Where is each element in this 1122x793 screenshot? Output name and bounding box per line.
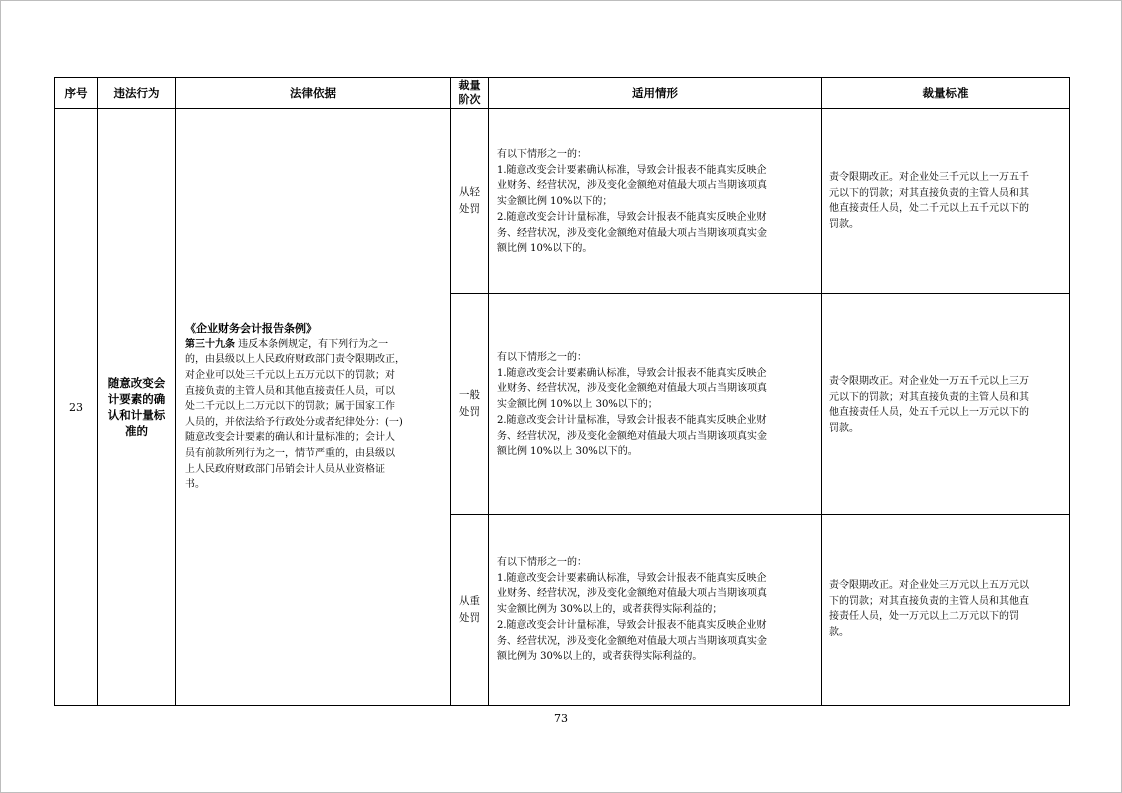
tier-condition-severe bbox=[489, 515, 822, 706]
act-line: 计要素的确 bbox=[107, 392, 166, 406]
standard-line: 元以下的罚款；对其直接负责的主管人员和其 bbox=[829, 187, 1029, 199]
tier-level-severe bbox=[451, 515, 489, 706]
standard-line: 款。 bbox=[829, 627, 849, 639]
tier-level-general bbox=[451, 294, 489, 515]
row-seq: 23 bbox=[55, 109, 98, 706]
standard-line: 罚款。 bbox=[829, 423, 859, 435]
act-line: 准的 bbox=[125, 424, 148, 438]
standard-line: 下的罚款；对其直接负责的主管人员和其他直 bbox=[829, 595, 1029, 607]
level-line: 处罚 bbox=[459, 203, 480, 215]
header-act: 违法行为 bbox=[98, 78, 176, 109]
condition-line: 有以下情形之一的： bbox=[497, 149, 587, 160]
standard-line: 责令限期改正。对企业处一万五千元以上三万 bbox=[829, 376, 1029, 387]
basis-line: 违反本条例规定，有下列行为之一 bbox=[235, 338, 389, 350]
act-line: 随意改变会 bbox=[107, 376, 166, 390]
tier-standard-general bbox=[822, 294, 1070, 515]
condition-line: 务、经营状况，涉及变化金额绝对值最大项占当期该项真实金 bbox=[497, 227, 767, 239]
condition-line: 务、经营状况，涉及变化金额绝对值最大项占当期该项真实金 bbox=[497, 635, 767, 647]
level-line: 从重 bbox=[459, 595, 480, 607]
condition-line: 额比例 10%以下的。 bbox=[497, 243, 593, 255]
condition-line: 有以下情形之一的： bbox=[497, 352, 587, 363]
basis-line: 对企业可以处三千元以上五万元以下的罚款；对 bbox=[185, 370, 395, 382]
header-basis: 法律依据 bbox=[176, 78, 451, 109]
condition-line: 2.随意改变会计计量标准，导致会计报表不能真实反映企业财 bbox=[497, 414, 767, 426]
act-line: 认和计量标 bbox=[107, 408, 166, 422]
page-number: 73 bbox=[554, 712, 568, 725]
tier-level-lenient bbox=[451, 109, 489, 294]
header-row bbox=[55, 78, 1070, 109]
condition-line: 业财务、经营状况，涉及变化金额绝对值最大项占当期该项真 bbox=[497, 383, 767, 395]
basis-line: 书。 bbox=[185, 479, 205, 491]
standard-line: 责令限期改正。对企业处三万元以上五万元以 bbox=[829, 580, 1029, 591]
basis-line: 员有前款所列行为之一，情节严重的，由县级以 bbox=[185, 447, 395, 459]
basis-line: 上人民政府财政部门吊销会计人员从业资格证 bbox=[185, 463, 385, 475]
header-seq: 序号 bbox=[55, 78, 98, 109]
row-legal-basis bbox=[176, 109, 451, 706]
standard-line: 罚款。 bbox=[829, 219, 859, 231]
basis-line: 随意改变会计要素的确认和计量标准的；会计人 bbox=[185, 432, 395, 444]
condition-line: 有以下情形之一的： bbox=[497, 557, 587, 568]
header-condition: 适用情形 bbox=[489, 78, 822, 109]
header-level bbox=[451, 78, 489, 109]
condition-line: 1.随意改变会计要素确认标准，导致会计报表不能真实反映企 bbox=[497, 164, 767, 176]
condition-line: 2.随意改变会计计量标准，导致会计报表不能真实反映企业财 bbox=[497, 619, 767, 631]
tier-condition-general bbox=[489, 294, 822, 515]
standard-line: 他直接责任人员，处五千元以上一万元以下的 bbox=[829, 407, 1029, 419]
basis-line: 处二千元以上二万元以下的罚款；属于国家工作 bbox=[185, 401, 395, 413]
standard-line: 他直接责任人员，处二千元以上五千元以下的 bbox=[829, 203, 1029, 215]
condition-line: 业财务、经营状况，涉及变化金额绝对值最大项占当期该项真 bbox=[497, 180, 767, 192]
condition-line: 1.随意改变会计要素确认标准，导致会计报表不能真实反映企 bbox=[497, 572, 767, 584]
level-line: 处罚 bbox=[459, 406, 480, 418]
condition-line: 额比例 10%以上 30%以下的。 bbox=[497, 446, 638, 458]
condition-line: 1.随意改变会计要素确认标准，导致会计报表不能真实反映企 bbox=[497, 367, 767, 379]
condition-line: 实金额比例为 30%以上的，或者获得实际利益的； bbox=[497, 604, 723, 616]
penalty-table bbox=[54, 77, 1070, 706]
condition-line: 实金额比例 10%以上 30%以下的； bbox=[497, 399, 658, 411]
level-line: 一般 bbox=[459, 389, 480, 401]
table-row bbox=[55, 109, 1070, 294]
standard-line: 责令限期改正。对企业处三千元以上一万五千 bbox=[829, 172, 1029, 183]
header-level-line: 阶次 bbox=[458, 93, 481, 106]
standard-line: 元以下的罚款；对其直接负责的主管人员和其 bbox=[829, 391, 1029, 403]
level-line: 处罚 bbox=[459, 612, 480, 624]
header-level-line: 裁量 bbox=[458, 79, 481, 92]
basis-line: 人员的，并依法给予行政处分或者纪律处分：(一) bbox=[185, 416, 403, 428]
law-title: 《企业财务会计报告条例》 bbox=[185, 322, 317, 336]
basis-line: 直接负责的主管人员和其他直接责任人员，可以 bbox=[185, 385, 395, 397]
tier-standard-lenient bbox=[822, 109, 1070, 294]
condition-line: 实金额比例 10%以下的； bbox=[497, 196, 613, 208]
tier-condition-lenient bbox=[489, 109, 822, 294]
article-number: 第三十九条 bbox=[185, 338, 235, 350]
row-act bbox=[98, 109, 176, 706]
basis-line: 的，由县级以上人民政府财政部门责令限期改正， bbox=[185, 354, 405, 366]
condition-line: 业财务、经营状况，涉及变化金额绝对值最大项占当期该项真 bbox=[497, 588, 767, 600]
level-line: 从轻 bbox=[459, 186, 480, 198]
standard-line: 接责任人员，处一万元以上二万元以下的罚 bbox=[829, 611, 1019, 623]
condition-line: 2.随意改变会计计量标准，导致会计报表不能真实反映企业财 bbox=[497, 211, 767, 223]
condition-line: 务、经营状况，涉及变化金额绝对值最大项占当期该项真实金 bbox=[497, 430, 767, 442]
header-standard: 裁量标准 bbox=[822, 78, 1070, 109]
condition-line: 额比例为 30%以上的，或者获得实际利益的。 bbox=[497, 651, 703, 663]
tier-standard-severe bbox=[822, 515, 1070, 706]
